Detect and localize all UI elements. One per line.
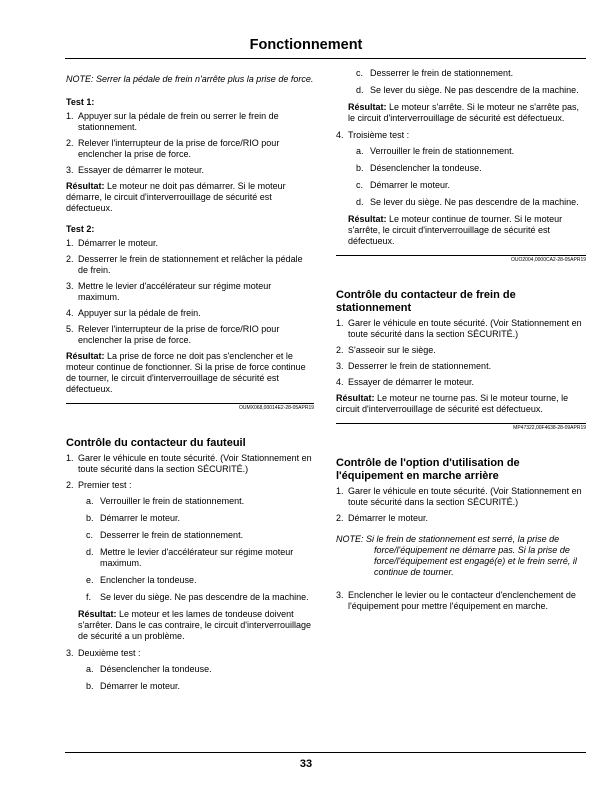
reverse-note: NOTE: Si le frein de stationnement est serré, la prise de force/l'équipement ne démarre pas. Si la prise de force/l'équipement est engagé(e) et le frein serré, il continue de tourner. xyxy=(336,534,577,577)
list-item: 1. Démarrer le moteur. xyxy=(66,238,159,248)
list-item: 2. Démarrer le moteur. xyxy=(336,513,429,523)
page-title: Fonctionnement xyxy=(249,37,363,53)
test2-list xyxy=(66,238,314,346)
test2-label: Test 2: xyxy=(66,224,95,234)
list-item: 3. Essayer de démarrer le moteur. xyxy=(66,165,205,175)
right-column xyxy=(336,66,586,617)
first-test-result: Résultat: Le moteur et les lames de tondeuse doivent s'arrêter. Dans le cas contraire, le circuit d'interverrouillage de sécurité a un problème. xyxy=(78,609,312,641)
sub-list-item: c. Desserrer le frein de stationnement. xyxy=(86,530,244,540)
note-pto-brake: NOTE: Serrer la pédale de frein n'arrête plus la prise de force. xyxy=(66,74,314,84)
sub-list-item: d. Se lever du siège. Ne pas descendre de la machine. xyxy=(356,85,579,95)
list-item: 2. Relever l'interrupteur de la prise de force/RIO pour enclencher la prise de force. xyxy=(66,138,280,159)
reverse-option-steps xyxy=(336,486,586,524)
section-divider xyxy=(336,255,586,256)
sub-list-item: c. Démarrer le moteur. xyxy=(356,180,451,190)
test1-list xyxy=(66,111,314,176)
reference-code: MP47322,00F4638-28-09APR19 xyxy=(513,425,586,431)
reverse-option-heading: Contrôle de l'option d'utilisation de l'équipement en marche arrière xyxy=(336,457,520,482)
sub-list-item: f. Se lever du siège. Ne pas descendre de la machine. xyxy=(86,592,309,602)
test1-result: Résultat: Le moteur ne doit pas démarrer. Si le moteur démarre, le circuit d'interverrouillage de sécurité est défectueux. xyxy=(66,181,286,213)
first-test-steps xyxy=(66,496,314,603)
page-number: 33 xyxy=(299,758,313,770)
reference-code: OUO2004,0000CA2-28-05APR19 xyxy=(510,257,586,263)
test1-label: Test 1: xyxy=(66,97,95,107)
list-item: 5. Relever l'interrupteur de la prise de force/RIO pour enclencher la prise de force. xyxy=(66,324,280,345)
second-test-steps xyxy=(66,664,314,692)
list-item: 1. Garer le véhicule en toute sécurité. (Voir Stationnement en toute sécurité dans la section SÉCURITÉ.) xyxy=(336,486,582,507)
sub-list-item: d. Se lever du siège. Ne pas descendre de la machine. xyxy=(356,197,579,207)
header-rule xyxy=(65,58,586,59)
sub-list-item: a. Verrouiller le frein de stationnement. xyxy=(356,146,515,156)
third-test-result: Résultat: Le moteur continue de tourner. Si le moteur s'arrête, le circuit d'interverrouillage de sécurité est défectueux. xyxy=(348,214,563,246)
parking-brake-steps xyxy=(336,318,586,388)
list-item: 3. Enclencher le levier ou le contacteur d'enclenchement de l'équipement pour mettre l'équipement en marche. xyxy=(336,590,576,611)
list-item: 2. S'asseoir sur le siège. xyxy=(336,345,436,355)
left-column xyxy=(66,66,314,698)
parking-brake-heading: Contrôle du contacteur de frein de stationnement xyxy=(336,289,516,314)
second-test-result: Résultat: Le moteur s'arrête. Si le moteur ne s'arrête pas, le circuit d'interverrouillage de sécurité est défectueux. xyxy=(348,102,580,123)
sub-list-item: d. Mettre le levier d'accélérateur sur régime moteur maximum. xyxy=(86,547,294,568)
reference-code: OUMX068,00014E2-28-05APR19 xyxy=(238,405,314,411)
sub-list-item: b. Démarrer le moteur. xyxy=(86,681,181,691)
list-item: 2. Desserrer le frein de stationnement et relâcher la pédale de frein. xyxy=(66,254,303,275)
parking-brake-result: Résultat: Le moteur ne tourne pas. Si le moteur tourne, le circuit d'interverrouillage de sécurité est défectueux. xyxy=(336,393,569,414)
sub-list-item: a. Verrouiller le frein de stationnement. xyxy=(86,496,245,506)
third-test-steps xyxy=(336,146,586,208)
list-item: 3. Desserrer le frein de stationnement. xyxy=(336,361,492,371)
list-item: 2. Premier test : xyxy=(66,480,132,490)
list-item: 1. Garer le véhicule en toute sécurité. (Voir Stationnement en toute sécurité dans la section SÉCURITÉ.) xyxy=(336,318,582,339)
list-item: 1. Appuyer sur la pédale de frein ou serrer le frein de stationnement. xyxy=(66,111,279,132)
footer-rule xyxy=(65,752,586,753)
list-item: 4. Essayer de démarrer le moteur. xyxy=(336,377,475,387)
list-item: 3. Deuxième test : xyxy=(66,648,141,658)
list-item: 4. Troisième test : xyxy=(336,130,410,140)
sub-list-item: b. Désenclencher la tondeuse. xyxy=(356,163,482,173)
list-item: 3. Mettre le levier d'accélérateur sur régime moteur maximum. xyxy=(66,281,272,302)
sub-list-item: c. Desserrer le frein de stationnement. xyxy=(356,68,514,78)
list-item: 4. Appuyer sur la pédale de frein. xyxy=(66,308,201,318)
sub-list-item: e. Enclencher la tondeuse. xyxy=(86,575,197,585)
test2-result: Résultat: La prise de force ne doit pas s'enclencher et le moteur continue de fonctionner. Si la prise de force continue de tourner, le circuit d'interverrouillage de sécurité est défectueux. xyxy=(66,351,306,394)
seat-switch-heading: Contrôle du contacteur du fauteuil xyxy=(66,437,246,449)
second-test-steps-continued xyxy=(336,68,586,96)
sub-list-item: b. Démarrer le moteur. xyxy=(86,513,181,523)
sub-list-item: a. Désenclencher la tondeuse. xyxy=(86,664,212,674)
section-divider xyxy=(66,403,314,404)
list-item: 1. Garer le véhicule en toute sécurité. (Voir Stationnement en toute sécurité dans la section SÉCURITÉ.) xyxy=(66,453,312,474)
section-divider xyxy=(336,423,586,424)
